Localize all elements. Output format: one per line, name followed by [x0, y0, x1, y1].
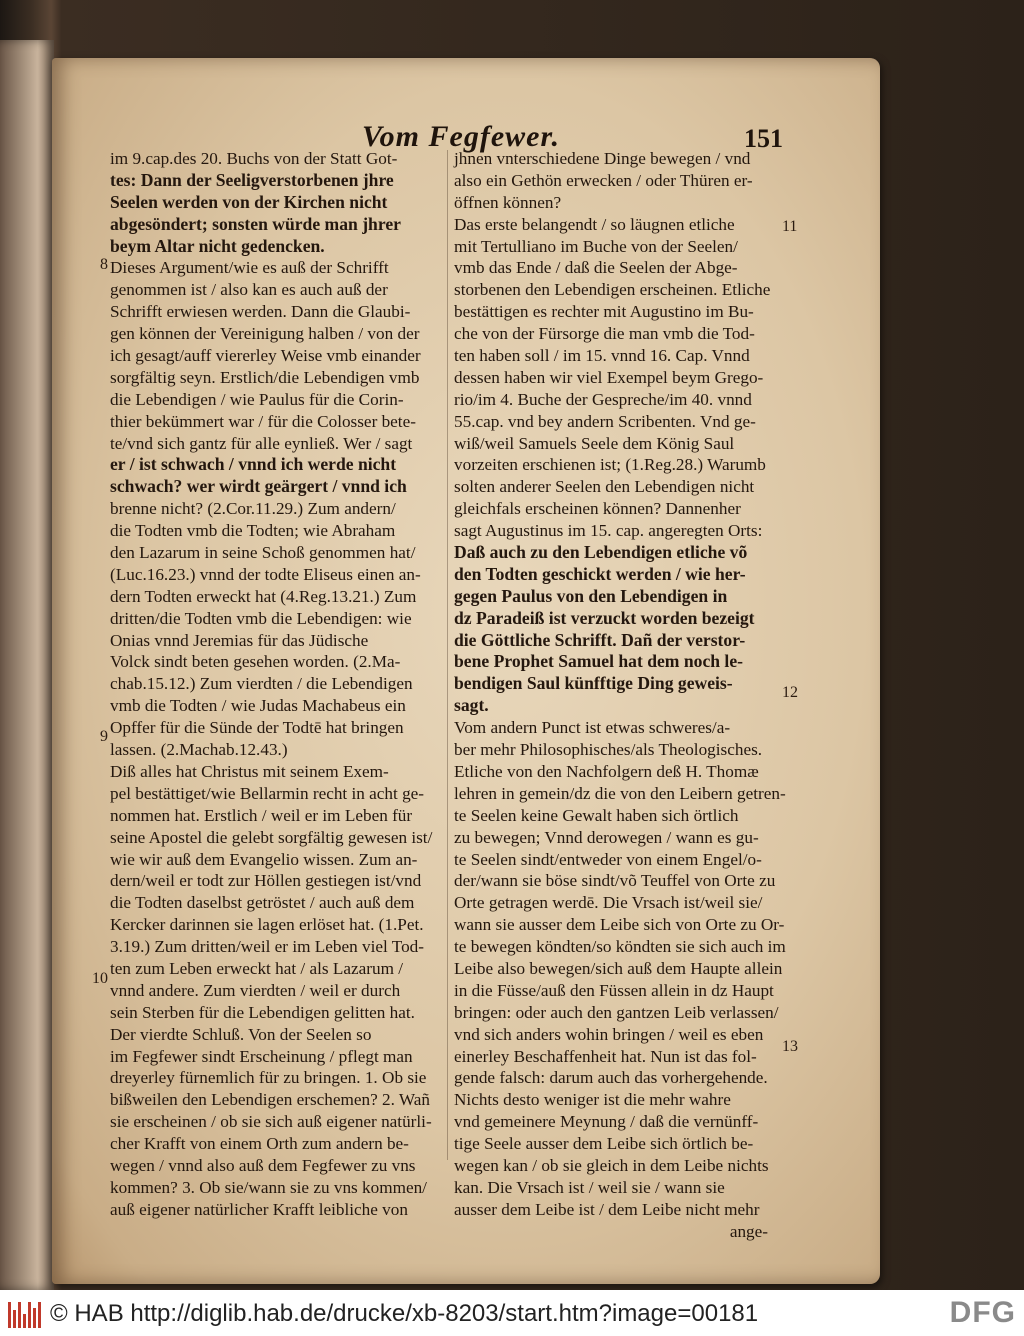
- text-line: zu bewegen; Vnnd derowegen / wann es gu-: [454, 827, 759, 847]
- text-line: vmb die Todten / wie Judas Machabeus ein: [110, 696, 406, 716]
- text-line: bene Prophet Samuel hat dem noch le-: [454, 651, 743, 672]
- text-line: ber mehr Philosophisches/als Theologisches.: [454, 740, 763, 760]
- text-line: Volck sindt beten gesehen worden. (2.Ma-: [110, 652, 401, 672]
- text-line: die Todten vmb die Todten; wie Abraham: [110, 521, 396, 541]
- dfg-logo: DFG: [949, 1296, 1016, 1329]
- text-line: brenne nicht? (2.Cor.11.29.) Zum andern/: [110, 499, 396, 519]
- copyright-link[interactable]: © HAB http://diglib.hab.de/drucke/xb-8203/start.htm?image=00181: [50, 1300, 759, 1327]
- text-line: wegen / vnnd also auß dem Fegfewer zu vns: [110, 1155, 416, 1175]
- hab-logo-icon: [8, 1298, 42, 1328]
- text-line: mit Tertulliano im Buche von der Seelen/: [454, 236, 738, 256]
- text-line: die Lebendigen / wie Paulus für die Corin-: [110, 389, 404, 409]
- text-line: Seelen werden von der Kirchen nicht: [110, 191, 388, 212]
- text-line: sie erscheinen / ob sie sich auß eigener natürli-: [110, 1112, 432, 1132]
- text-line: wegen kan / ob sie gleich in dem Leibe nichts: [454, 1155, 769, 1175]
- text-line: 55.cap. vnd bey andern Scribenten. Vnd ge-: [454, 411, 756, 431]
- text-line: dreyerley fürnemlich für zu bringen. 1. Ob sie: [110, 1068, 427, 1088]
- text-line: also ein Gethön erwecken / oder Thüren er-: [454, 170, 753, 190]
- text-line: Onias vnnd Jeremias für das Jüdische: [110, 630, 369, 650]
- footer-bar: [0, 1290, 1024, 1336]
- text-line: Daß auch zu den Lebendigen etliche võ: [454, 542, 748, 563]
- text-line: Das erste belangendt / so läugnen etliche: [454, 214, 735, 234]
- text-line: Opffer für die Sünde der Todtē hat bringen: [110, 718, 404, 738]
- text-line: storbenen den Lebendigen erscheinen. Etliche: [454, 280, 771, 300]
- text-line: ich gesagt/auff viererley Weise vmb einander: [110, 346, 421, 366]
- text-line: abgesöndert; sonsten würde man jhrer: [110, 213, 401, 234]
- text-line: öffnen können?: [454, 192, 562, 212]
- text-line: rio/im 4. Buche der Gespreche/im 40. vnnd: [454, 389, 752, 409]
- text-line: auß eigener natürlicher Krafft leibliche von: [110, 1199, 408, 1219]
- text-line: te/vnd sich gantz für alle eynließ. Wer / sagt: [110, 433, 413, 453]
- text-line: Kercker darinnen sie lagen erlöset hat. (1.Pet.: [110, 915, 424, 935]
- text-line: che von der Fürsorge die man vmb die Tod-: [454, 324, 755, 344]
- text-line: (Luc.16.23.) vnnd der todte Eliseus einen an-: [110, 564, 421, 584]
- text-line: tes: Dann der Seeligverstorbenen jhre: [110, 169, 394, 190]
- text-line: vnnd andere. Zum vierdten / weil er durch: [110, 980, 401, 1000]
- text-line: ten zum Leben erweckt hat / als Lazarum /: [110, 958, 404, 978]
- text-line: Etliche von den Nachfolgern deß H. Thomæ: [454, 761, 759, 781]
- text-line: ten haben soll / im 15. vnnd 16. Cap. Vnnd: [454, 346, 750, 366]
- text-line: dz Paradeiß ist verzuckt worden bezeigt: [454, 607, 755, 628]
- text-line: wiß/weil Samuels Seele dem König Saul: [454, 433, 735, 453]
- margin-number: 12: [782, 684, 798, 701]
- text-line: seine Apostel die gelebt sorgfältig gewesen ist/: [110, 827, 433, 847]
- text-line: dern/weil er todt zur Höllen gestiegen ist/vnd: [110, 871, 422, 891]
- margin-number: 9: [100, 728, 108, 745]
- text-line: Schrifft erwiesen werden. Dann die Glaubi-: [110, 302, 411, 322]
- text-line: er / ist schwach / vnnd ich werde nicht: [110, 454, 397, 475]
- text-line: tige Seele ausser dem Leibe sich örtlich be-: [454, 1134, 754, 1154]
- margin-number: 10: [92, 970, 108, 987]
- text-line: sein Sterben für die Lebendigen gelitten hat.: [110, 1002, 415, 1022]
- text-line: kan. Die Vrsach ist / weil sie / wann sie: [454, 1177, 725, 1197]
- running-head: Vom Fegfewer.: [362, 120, 560, 153]
- text-line: Diß alles hat Christus mit seinem Exem-: [110, 761, 389, 781]
- text-line: Orte getragen werdē. Die Vrsach ist/weil sie/: [454, 893, 763, 913]
- text-line: bestättigen es rechter mit Augustino im Bu-: [454, 302, 754, 322]
- text-line: pel bestättiget/wie Bellarmin recht in acht ge-: [110, 783, 425, 803]
- text-line: dessen haben wir viel Exempel beym Grego-: [454, 367, 764, 387]
- text-line: bendigen Saul künfftige Ding geweis-: [454, 673, 733, 694]
- right-column: [454, 148, 786, 1243]
- text-line: cher Krafft von einem Orth zum andern be-: [110, 1134, 409, 1154]
- text-line: gegen Paulus von den Lebendigen in: [454, 585, 728, 606]
- text-line: in die Füsse/auß den Füssen allein in dz Haupt: [454, 980, 774, 1000]
- margin-number: 13: [782, 1038, 798, 1055]
- margin-number: 11: [782, 218, 798, 235]
- text-line: te bewegen köndten/so köndten sie sich auch im: [454, 937, 786, 957]
- text-line: nommen hat. Erstlich / weil er im Leben für: [110, 805, 413, 825]
- left-column: [110, 148, 440, 1221]
- column-divider: [447, 150, 448, 1160]
- text-line: dern Todten erweckt hat (4.Reg.13.21.) Zum: [110, 586, 417, 606]
- text-line: die Göttliche Schrifft. Dañ der verstor-: [454, 629, 746, 650]
- text-line: Der vierdte Schluß. Von der Seelen so: [110, 1024, 372, 1044]
- text-line: ausser dem Leibe ist / dem Leibe nicht mehr: [454, 1199, 760, 1219]
- catchword: ange-: [729, 1221, 768, 1241]
- text-line: der/wann sie böse sindt/võ Teuffel von Orte zu: [454, 871, 776, 891]
- text-line: im 9.cap.des 20. Buchs von der Statt Got-: [110, 149, 398, 168]
- text-line: den Todten geschickt werden / wie her-: [454, 563, 746, 584]
- text-line: Vom andern Punct ist etwas schweres/a-: [454, 718, 731, 738]
- text-line: im Fegfewer sindt Erscheinung / pflegt man: [110, 1046, 413, 1066]
- text-line: Leibe also bewegen/sich auß dem Haupte allein: [454, 958, 783, 978]
- text-line: beym Altar nicht gedencken.: [110, 235, 325, 256]
- text-line: vnd gemeinere Meynung / daß die vernünff-: [454, 1112, 759, 1132]
- text-line: den Lazarum in seine Schoß genommen hat/: [110, 543, 416, 563]
- text-line: sagt Augustinus im 15. cap. angeregten Orts:: [454, 521, 763, 541]
- text-line: Dieses Argument/wie es auß der Schrifft: [110, 258, 389, 278]
- left-page-edge: [0, 40, 54, 1290]
- text-line: thier bekümmert war / für die Colosser bete-: [110, 411, 416, 431]
- text-line: genommen ist / also kan es auch auß der: [110, 280, 388, 300]
- text-line: die Todten daselbst getröstet / auch auß dem: [110, 893, 415, 913]
- text-line: gleichfals erscheinen können? Dannenher: [454, 499, 741, 519]
- text-line: wann sie ausser dem Leibe sich von Orte zu Or-: [454, 915, 785, 935]
- text-line: 3.19.) Zum dritten/weil er im Leben viel Tod-: [110, 937, 424, 957]
- book-page: [52, 58, 880, 1284]
- text-line: einerley Beschaffenheit hat. Nun ist das fol-: [454, 1046, 757, 1066]
- text-line: chab.15.12.) Zum vierdten / die Lebendigen: [110, 674, 413, 694]
- text-line: vorzeiten erschienen ist; (1.Reg.28.) Warumb: [454, 455, 766, 475]
- text-line: solten anderer Seelen den Lebendigen nicht: [454, 477, 755, 497]
- text-line: lehren in gemein/dz die von den Leibern getren-: [454, 783, 786, 803]
- text-line: te Seelen sindt/entweder von einem Engel/o-: [454, 849, 762, 869]
- text-line: schwach? wer wirdt geärgert / vnnd ich: [110, 476, 407, 497]
- text-line: dritten/die Todten vmb die Lebendigen: wie: [110, 608, 412, 628]
- text-line: kommen? 3. Ob sie/wann sie zu vns kommen/: [110, 1177, 427, 1197]
- text-line: sagt.: [454, 695, 489, 716]
- text-line: te Seelen keine Gewalt haben sich örtlich: [454, 805, 739, 825]
- text-line: bringen: oder auch den gantzen Leib verlassen/: [454, 1002, 779, 1022]
- text-line: sorgfältig seyn. Erstlich/die Lebendigen vmb: [110, 367, 420, 387]
- text-line: jhnen vnterschiedene Dinge bewegen / vnd: [454, 149, 751, 168]
- text-line: gende falsch: darum auch das vorhergehende.: [454, 1068, 768, 1088]
- text-line: lassen. (2.Machab.12.43.): [110, 740, 288, 760]
- text-line: vmb das Ende / daß die Seelen der Abge-: [454, 258, 738, 278]
- text-line: Nichts desto weniger ist die mehr wahre: [454, 1090, 731, 1110]
- text-line: gen können der Vereinigung halben / von der: [110, 324, 420, 344]
- text-line: wie wir auß dem Evangelio wissen. Zum an-: [110, 849, 418, 869]
- page-number: 151: [744, 124, 783, 153]
- text-line: bißweilen den Lebendigen erschemen? 2. Wañ: [110, 1090, 430, 1110]
- margin-number: 8: [100, 256, 108, 273]
- text-line: vnd sich anders wohin bringen / weil es eben: [454, 1024, 764, 1044]
